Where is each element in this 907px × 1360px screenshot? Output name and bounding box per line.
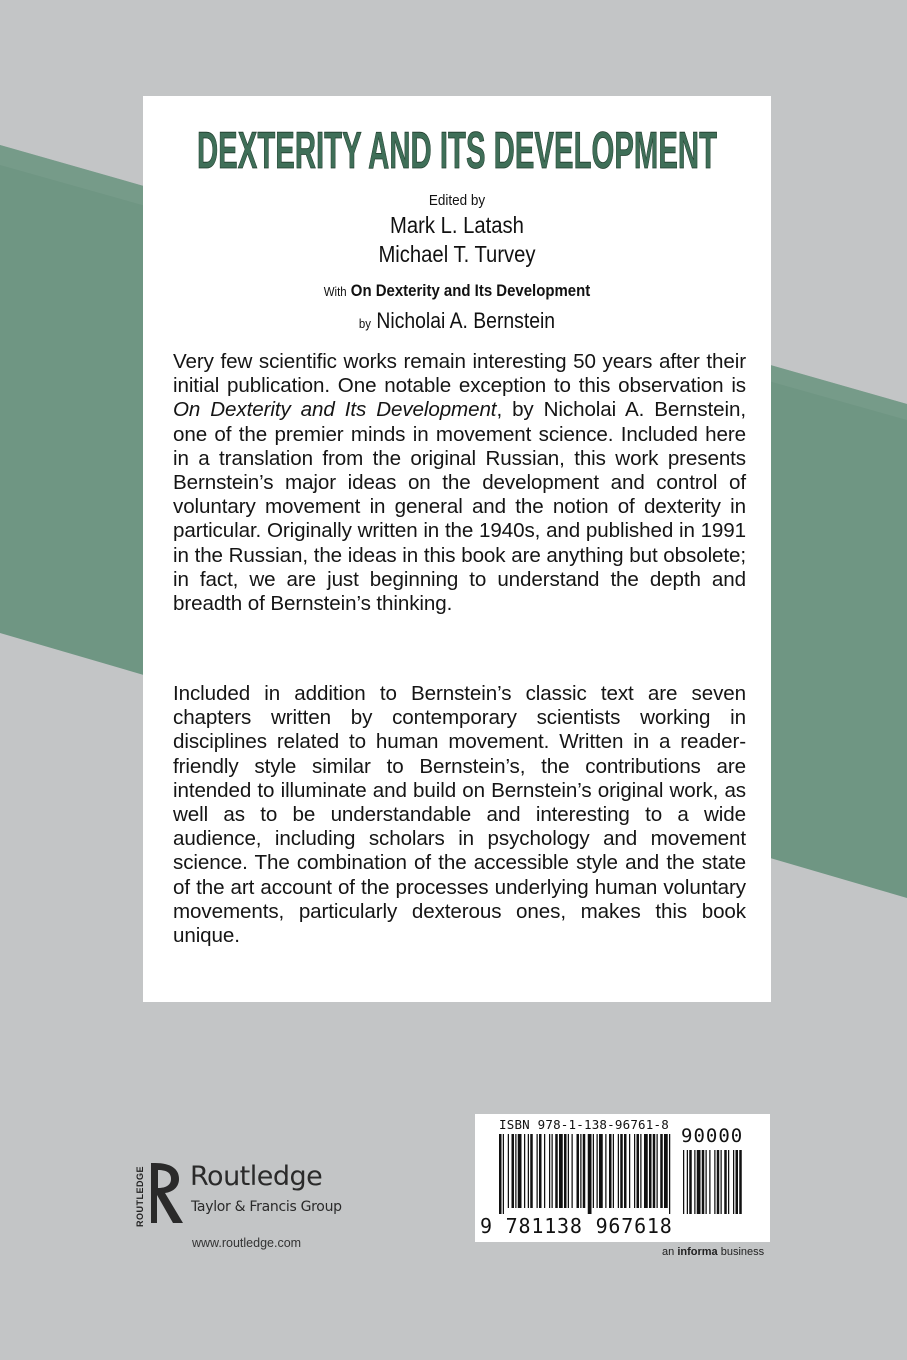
barcode-bar <box>572 1134 573 1208</box>
back-cover-panel <box>143 96 771 1002</box>
barcode-number: 9 781138 967618 <box>480 1214 673 1238</box>
barcode-bar <box>515 1134 516 1208</box>
addon-barcode-bar <box>697 1150 701 1214</box>
barcode-bar <box>664 1134 668 1208</box>
addon-barcode-bar <box>709 1150 710 1214</box>
book-title <box>143 114 771 184</box>
barcode-bar <box>644 1134 648 1208</box>
addon-barcode-bar <box>717 1150 720 1214</box>
barcode-bar <box>580 1134 581 1208</box>
barcode-bar <box>609 1134 612 1208</box>
price-code: 90000 <box>681 1125 744 1147</box>
barcode-bar <box>599 1134 603 1208</box>
barcode-bar <box>637 1134 640 1208</box>
barcode-bar <box>605 1134 606 1208</box>
barcode-bar <box>530 1134 533 1208</box>
barcode-bar <box>597 1134 598 1208</box>
barcode-bar <box>634 1134 635 1208</box>
publisher-vertical-mark: ROUTLEDGE <box>135 1165 145 1227</box>
addon-barcode-bar <box>694 1150 695 1214</box>
barcode-bar <box>544 1134 545 1208</box>
barcode-bar <box>588 1134 592 1214</box>
addon-barcode-bar <box>721 1150 722 1214</box>
editor-name-2: Michael T. Turvey <box>378 241 536 267</box>
addon-barcode-bar <box>687 1150 688 1214</box>
barcode-bar <box>593 1134 594 1208</box>
publisher-group: Taylor & Francis Group <box>191 1199 342 1215</box>
addon-barcode-bar <box>724 1150 727 1214</box>
barcode-bar <box>618 1134 619 1208</box>
blurb-paragraph-2: Included in addition to Bernstein’s classic text are seven chapters written by contemporary scientists working in disciplines related to human movement. Written in a reader-friendly style similar to Bernstein’s, the contributions are intended to illuminate and build on Bernstein’s original work, as well as to be understandable and interesting to a wide audience, including scholars in psychology and movement science. The combination of the accessible style and the state of the art account of the processes underlying human voluntary movements, particularly dexterous ones, makes this book unique. <box>173 682 746 948</box>
barcode-bar <box>559 1134 563 1208</box>
barcode-bar <box>613 1134 614 1208</box>
barcode-bar <box>564 1134 567 1208</box>
barcode-bar <box>660 1134 663 1208</box>
barcode-bar <box>577 1134 580 1208</box>
addon-barcode-bar <box>683 1150 684 1214</box>
addon-barcode-bar <box>733 1150 734 1214</box>
barcode-bar <box>653 1134 656 1208</box>
barcode-bar <box>649 1134 652 1208</box>
barcode-bar <box>499 1134 502 1214</box>
barcode-bar <box>568 1134 569 1208</box>
addon-barcode-bar <box>706 1150 707 1214</box>
by-prefix: by <box>358 316 372 331</box>
barcode-bar <box>669 1134 670 1214</box>
blurb-p1-start: Very few scientific works remain interesting 50 years after their initial publication. One notable exception to this observation is <box>173 350 746 398</box>
barcode-bar <box>555 1134 558 1208</box>
informa-business-label <box>662 1246 764 1258</box>
blurb-p1-italic-title: On Dexterity and Its Development <box>173 398 497 422</box>
barcode-bar <box>539 1134 542 1208</box>
with-prefix: With <box>323 284 347 299</box>
barcode-bar <box>503 1134 504 1214</box>
with-line <box>181 281 734 301</box>
barcode-bar <box>657 1134 658 1208</box>
publisher-name: Routledge <box>190 1161 323 1192</box>
routledge-r-icon <box>149 1161 189 1227</box>
included-work-title: On Dexterity and Its Development <box>350 281 591 300</box>
barcode-bar <box>624 1134 627 1208</box>
addon-barcode-bar <box>736 1150 739 1214</box>
addon-barcode-bar <box>728 1150 729 1214</box>
edited-by-label: Edited by <box>428 192 486 209</box>
informa-prefix: an <box>662 1246 675 1258</box>
publisher-url: www.routledge.com <box>192 1236 302 1250</box>
addon-barcode-bar <box>714 1150 715 1214</box>
addon-barcode-bar <box>689 1150 692 1214</box>
barcode-bar <box>549 1134 550 1208</box>
barcode-bar <box>537 1134 538 1208</box>
barcode-bar <box>629 1134 630 1208</box>
barcode-bar <box>528 1134 529 1208</box>
barcode-bar <box>524 1134 525 1208</box>
barcode-bar <box>518 1134 522 1208</box>
barcode-bar <box>512 1134 515 1208</box>
editor-name-1: Mark L. Latash <box>390 212 524 238</box>
blurb-p1-end: , by Nicholai A. Bernstein, one of the premier minds in movement science. Included here in a translation from the original Russian, this work presents Bernstein’s major ideas on the development and control of voluntary movement in general and the notion of dexterity in particular. Originally written in the 1940s, and published in 1991 in the Russian, the ideas in this book are anything but obsolete; in fact, we are just beginning to understand the depth and breadth of Bernstein’s thinking. <box>173 398 746 616</box>
barcode-bar <box>620 1134 623 1208</box>
author-name: Nicholai A. Bernstein <box>376 308 556 333</box>
isbn-barcode <box>475 1114 770 1242</box>
isbn-label: ISBN 978-1-138-96761-8 <box>499 1117 669 1132</box>
barcode-bar <box>552 1134 553 1208</box>
barcode-bar <box>583 1134 586 1208</box>
informa-suffix: business <box>720 1246 765 1258</box>
addon-barcode-bar <box>702 1150 705 1214</box>
informa-brand: informa <box>677 1246 718 1258</box>
blurb-paragraph-1 <box>173 350 746 616</box>
barcode-bar <box>508 1134 509 1208</box>
addon-barcode-bar <box>739 1150 742 1214</box>
barcode-bar <box>640 1134 641 1208</box>
book-title-text: DEXTERITY AND ITS DEVELOPMENT <box>197 122 718 180</box>
by-line <box>181 308 734 334</box>
publisher-logo <box>135 1157 375 1250</box>
